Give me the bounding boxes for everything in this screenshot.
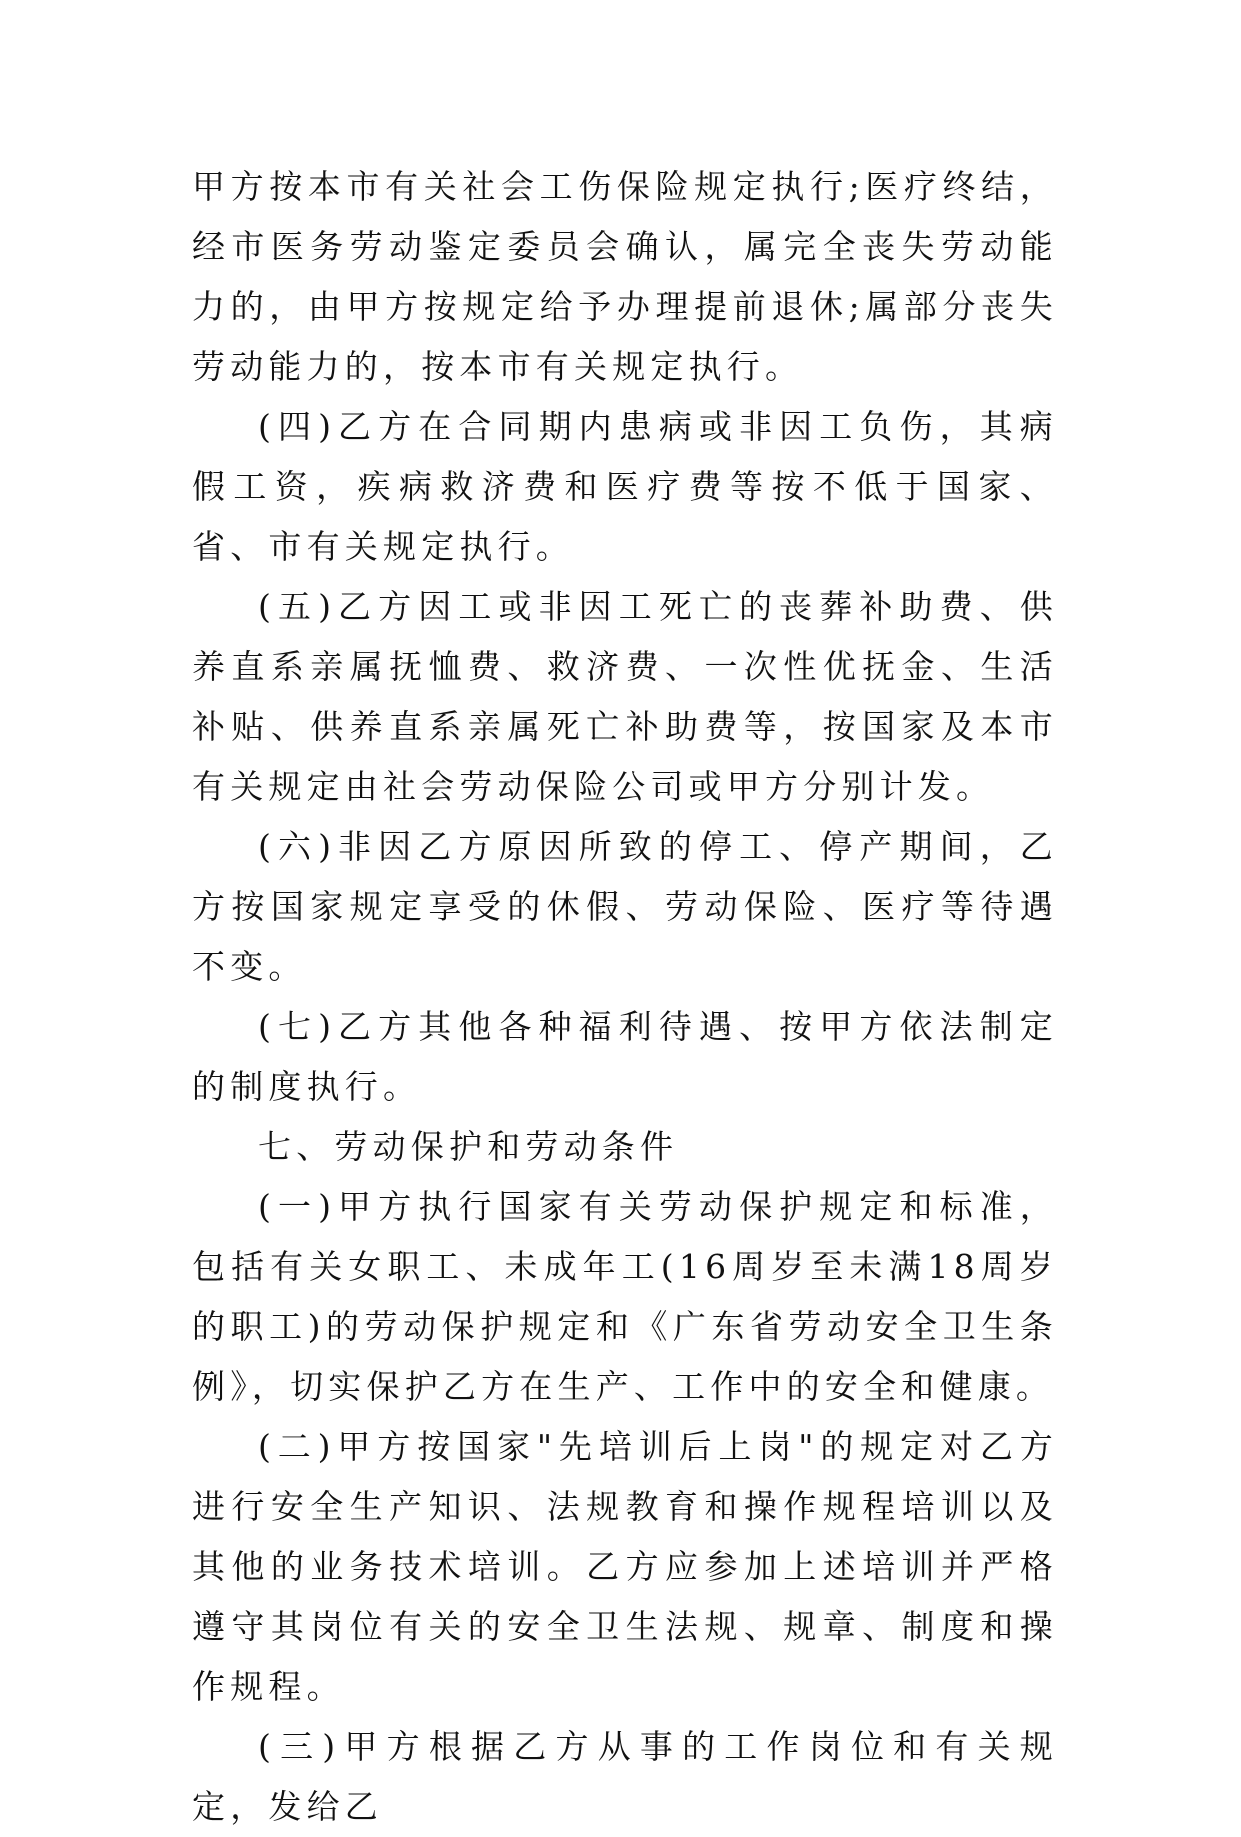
- paragraph-clause-6: (六)非因乙方原因所致的停工、停产期间，乙方按国家规定享受的休假、劳动保险、医疗等待遇不变。: [192, 827, 1058, 986]
- section-heading: 七、劳动保护和劳动条件: [258, 1127, 679, 1166]
- paragraph-clause-7: (七)乙方其他各种福利待遇、按甲方依法制定的制度执行。: [192, 1007, 1058, 1106]
- paragraph-clause-3: (三)甲方根据乙方从事的工作岗位和有关规定，发给乙: [192, 1727, 1058, 1826]
- paragraph-clause-5: (五)乙方因工或非因工死亡的丧葬补助费、供养直系亲属抚恤费、救济费、一次性优抚金、生活补贴、供养直系亲属死亡补助费等，按国家及本市有关规定由社会劳动保险公司或甲方分别计发。: [192, 587, 1058, 806]
- paragraph-continuation: 甲方按本市有关社会工伤保险规定执行;医疗终结，经市医务劳动鉴定委员会确认，属完全丧失劳动能力的，由甲方按规定给予办理提前退休;属部分丧失劳动能力的，按本市有关规定执行。: [192, 167, 1058, 386]
- paragraph-clause-4: (四)乙方在合同期内患病或非因工负伤，其病假工资，疾病救济费和医疗费等按不低于国家、省、市有关规定执行。: [192, 407, 1058, 566]
- document-body: [192, 157, 1058, 1837]
- paragraph-clause-2: (二)甲方按国家"先培训后上岗"的规定对乙方进行安全生产知识、法规教育和操作规程培训以及其他的业务技术培训。乙方应参加上述培训并严格遵守其岗位有关的安全卫生法规、规章、制度和操作规程。: [192, 1427, 1058, 1706]
- paragraph-clause-1: (一)甲方执行国家有关劳动保护规定和标准，包括有关女职工、未成年工(16周岁至未满18周岁的职工)的劳动保护规定和《广东省劳动安全卫生条例》，切实保护乙方在生产、工作中的安全和健康。: [192, 1187, 1058, 1406]
